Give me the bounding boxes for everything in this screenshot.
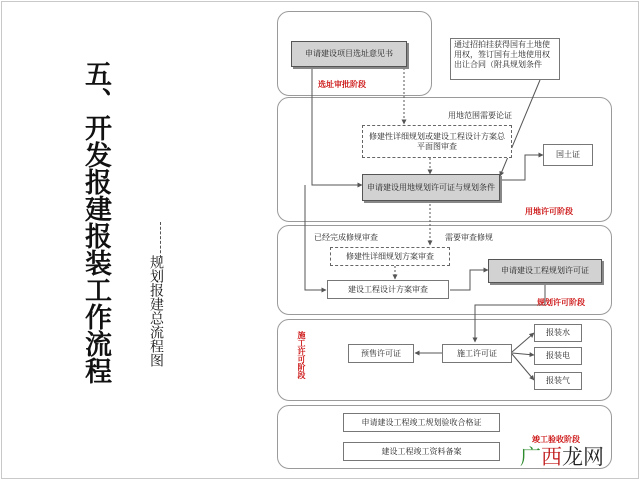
label-stage-completion: 竣工验收阶段 [532, 435, 580, 444]
label-stage-planning: 规划许可阶段 [537, 298, 585, 307]
watermark-part-2: 西 [541, 445, 562, 469]
note-need-review: 需要审查修规 [445, 233, 493, 242]
box-water: 报装水 [534, 324, 582, 342]
watermark-part-1: 广 [520, 445, 541, 469]
box-land-cert: 国土证 [543, 144, 593, 166]
box-completion-check: 申请建设工程竣工规划验收合格证 [343, 413, 500, 432]
page-subtitle: 规划报建总流程图 [148, 255, 164, 367]
note-land-scope: 用地范围需要论证 [448, 111, 512, 120]
box-eng-permit: 申请建设工程规划许可证 [488, 259, 602, 283]
box-design-review: 建设工程设计方案审查 [327, 280, 449, 299]
label-stage-land-use: 用地许可阶段 [525, 207, 573, 216]
box-construction-permit: 施工许可证 [442, 344, 512, 363]
box-gas: 报装气 [534, 372, 582, 390]
note-done-review: 已经完成修规审查 [314, 233, 378, 242]
box-detail-plan-review-2: 修建性详细规划方案审查 [330, 247, 450, 266]
box-detail-plan-review: 修建性详细规划或建设工程设计方案总平面图审查 [362, 125, 512, 158]
box-site-opinion: 申请建设项目选址意见书 [291, 41, 407, 67]
watermark-part-3: 龙网 [562, 445, 604, 469]
label-stage-construction: 施工许可阶段 [297, 331, 306, 379]
watermark [520, 441, 604, 471]
label-stage-site-approval: 选址审批阶段 [318, 80, 366, 89]
box-land-acquire: 通过招拍挂获得国有土地使用权，签订国有土地使用权出让合同（附具规划条件 [450, 38, 560, 80]
box-archive: 建设工程竣工资料备案 [343, 442, 500, 461]
box-land-permit: 申请建设用地规划许可证与规划条件 [362, 174, 500, 201]
box-presale: 预售许可证 [348, 344, 414, 363]
page-title: 五、开发报建报装工作流程 [80, 60, 111, 384]
box-power: 报装电 [534, 347, 582, 365]
